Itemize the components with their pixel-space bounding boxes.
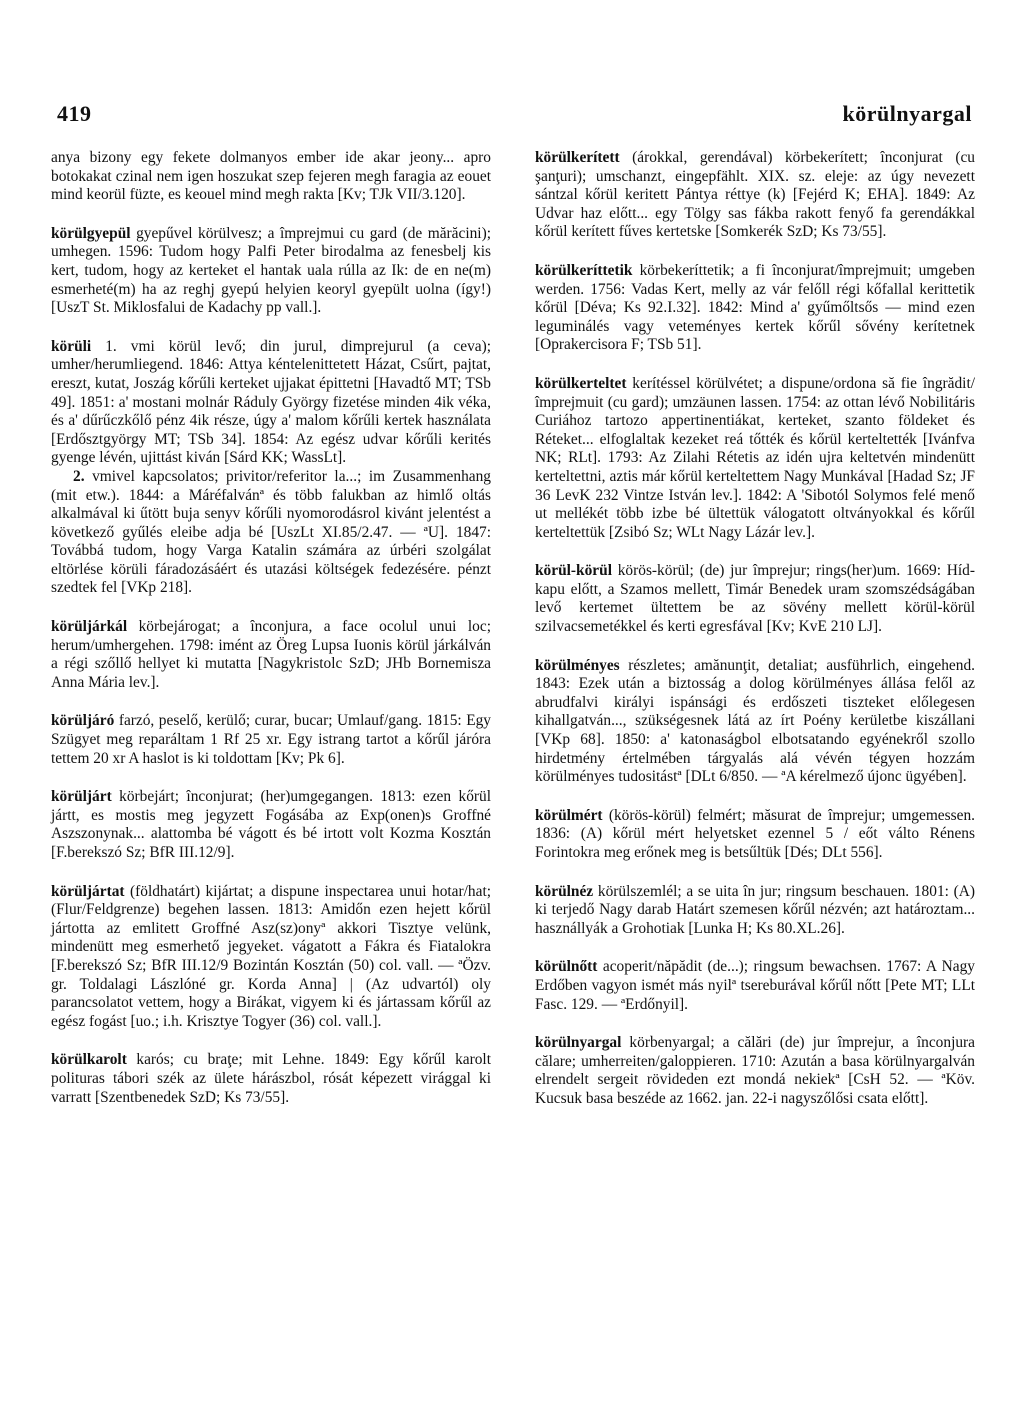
entry-body: körbejárt; înconjurat; (her)umgegangen. 1813: ezen kőrül jártt, es mostis meg jegyzett Fogásába az Exp(onen)s Groffné Aszszonynak... alattomba bé vágott és bé irtott volt Kozma Kosztán [F.berekszó Sz; BfR III.12/9]. [51, 788, 491, 861]
entry-headword: körüljáró [51, 712, 115, 730]
dictionary-entry [51, 1051, 491, 1107]
dictionary-entry [535, 657, 975, 787]
entry-body: (földhatárt) kijártat; a dispune inspectarea unui hotar/hat; (Flur/Feldgrenze) begehen lassen. 1813: Amidőn ezen hejett kőrül jártotta az emlitett Groffné Asz(sz)onyª akkori Tisztye velünk, mindenütt meg esmerhető jegyeket. vágatott a Fákra és Fiatalokra [F.berekszó Sz; BfR III.12/9 Bozintán Kosztán (50) col. vall. — ªÖzv. gr. Toldalagi Lászlóné gr. Korda Anna] | (Az udvartól) oly parancsolatot vettem, hogy a Birákat, vigyem ki és jártassam kőrűl az egész fogást [uo.; i.h. Krisztye Togyer (36) col. vall.]. [51, 882, 491, 1030]
dictionary-entry [535, 562, 975, 636]
entry-body: körös-körül; (de) jur împrejur; rings(her)um. 1669: Híd-kapu előtt, a Szamos mellett, Timár Benedek uram szomszédságában levő kertemet ültettem be az sövény mellett körül-körül szilvacsemetékkel és kerti egresfával [Kv; KvE 210 LJ]. [535, 562, 975, 636]
entry-body: körülszemlél; a se uita în jur; ringsum beschauen. 1801: (A) ki terjedő Nagy darab Határt szemesen kőrűl nézvén; azt határoztam... használlyák a Grohotiak [Lunka H; Ks 80.XL.26]. [535, 882, 975, 937]
dictionary-entry [51, 712, 491, 768]
left-column [51, 149, 491, 1127]
dictionary-entry [51, 225, 491, 318]
dictionary-entry [535, 262, 975, 355]
dictionary-entry [535, 883, 975, 939]
entry-headword: körülkerteltet [535, 374, 627, 392]
entry-body: karós; cu braţe; mit Lehne. 1849: Egy kőrűl karolt polituras tábori szék az ülete hárászbol, rósát képezett virággal ki varratt [Szentbenedek SzD; Ks 73/55]. [51, 1051, 491, 1106]
entry-headword: körülgyepül [51, 224, 131, 242]
sense-body: vmivel kapcsolatos; privitor/referitor la...; im Zusammenhang (mit etw.). 1844: a Máréfalvánª és több falukban az himlő oltás alkalmával ki űtött buja senyv kőrűli nyomorodásrol kivánt jelentést a következő gyűlés eleibe adja bé [UszLt XI.85/2.47. — ªU]. 1847: Továbbá tudom, hogy Varga Katalin számára az úrbéri szolgálat eltörlése körüli fáradozásáért és utazási költségek fedezésére. pénzt szedtek fel [VKp 218]. [51, 467, 491, 597]
entry-body: kerítéssel körülvétet; a dispune/ordona să fie îngrădit/împrejmuit (cu gard); umzäunen lassen. 1754: az ottan lévő Nobilitáris Curiához tartozo appertinentiákat, kerteket, szanto földeket és Réteket... elfoglaltak kezeket reá tőtték és kőrül kerteltették [Ivánfva NK; RLt]. 1793: Az Zilahi Rétetis az idén ujra keltetvén mindenütt kerteltettni, aztis már kőrül kerteltettem Nagy Munkával [Hadad Sz; JF 36 LevK 232 Vintze István lev.]. 1842: A 'Sibotól Solymos felé menő ut mellékét több izbe bé ültettük válogatott oltványokkal és kőrűl kerteltettük [Zsibó Sz; WLt Nagy Lázár lev.]. [535, 374, 975, 541]
entry-body: (körös-körül) felmért; măsurat de împrejur; umgemessen. 1836: (A) kőrül mért helyetsket ezennel 5 / eőt válto Rénens Forintokra meg erőnek meg is betsűltük [Dés; DLt 556]. [535, 806, 975, 861]
page-number: 419 [57, 101, 92, 126]
entry-headword: körüljártat [51, 882, 125, 900]
entry-headword: körüli [51, 337, 92, 355]
entry-body: (árokkal, gerendával) körbekerített; înconjurat (cu şanţuri); umschanzt, eingepfählt. XIX. sz. eleje: az úgy nevezett sántzal kőrül keritett Pántya réttye (k) [Fejérd K; EHA]. 1849: Az Udvar haz előtt... egy Tölgy sas fákba rakott fenyő fa gerendákkal kőrül kerített fűves kertetske [Somkerék SzD; Ks 73/55]. [535, 149, 975, 241]
dictionary-entry [535, 375, 975, 542]
entry-body: részletes; amănunţit, detaliat; ausführlich, eingehend. 1843: Ezek után a biztosság a dolog körülményes állása felől az abrudfalvi királyi ispánsági és erdőszeti tiszteket előlegesen kihallgatván..., szükségesnek látá az írt Poény kerületbe kiszállani [VKp 68]. 1850: a' katonaságbol elbotsatando egyénekről szollo hirdetmény értelmében tárgyalás alá vévén tégyen hozzám körülményes tudositástª [DLt 6/850. — ªA kérelmező újonc ügyében]. [535, 656, 975, 786]
dictionary-entry [535, 149, 975, 242]
entry-sense-2 [51, 468, 491, 598]
entry-body: farzó, peselő, kerülő; curar, bucar; Umlauf/gang. 1815: Egy Szügyet meg reparáltam 1 Rf 25 xr. Egy istrang tartot a kőrűl járóra tettem 20 xr A haslot is ki toldottam [Kv; Pk 6]. [51, 712, 491, 767]
entry-headword: körülnőtt [535, 958, 598, 976]
entry-body: körbekeríttetik; a fi înconjurat/împrejmuit; umgeben werden. 1756: Vadas Kert, melly az vár felőll régi kőfallal kerittetik kőrül [Déva; Ks 92.I.32]. 1842: Mind a' gyűmőltsős — mind ezen leguminálés vagy veteményes kertek kőrűl sővény kerítetnek [Oprakercisora F; TSb 51]. [535, 261, 975, 354]
entry-body: anya bizony egy fekete dolmanyos ember ide akar jeony... apro botokakat czinal nem igen hoszukat szep fejeren megh faragia az eouet mind keorül füzte, es keouel mind megh rakta [Kv; TJk VII/3.120]. [51, 149, 491, 204]
entry-headword: körülkarolt [51, 1051, 127, 1069]
entry-headword: körüljárkál [51, 618, 128, 636]
entry-headword: körülkerített [535, 149, 620, 166]
running-head: körülnyargal [842, 101, 972, 126]
dictionary-entry [51, 883, 491, 1032]
dictionary-entry-continued [51, 149, 491, 205]
dictionary-entry [535, 1034, 975, 1108]
dictionary-entry [51, 618, 491, 692]
entry-headword: körülnyargal [535, 1034, 622, 1052]
dictionary-entry [535, 807, 975, 863]
dictionary-entry [535, 958, 975, 1014]
entry-body: körbenyargal; a călări (de) jur împrejur, a înconjura călare; umherreiten/galoppieren. 1710: Azután a basa körülnyargalván elrendelt sergeit rövideden ezt mondá nekiekª [CsH 52. — ªKöv. Kucsuk basa beszéde az 1662. jan. 22-i nagyszőlősi csata előtt]. [535, 1034, 975, 1107]
entry-headword: körülmért [535, 806, 603, 824]
entry-headword: körülkeríttetik [535, 261, 633, 279]
entry-headword: körülményes [535, 656, 620, 674]
right-column [535, 149, 975, 1129]
entry-body: 1. vmi körül levő; din jurul, dimprejurul (a ceva); umher/herumliegend. 1846: Attya kéntelenittetett Házat, Csűrt, pajtat, ereszt, kutat, Joszág kőrűli kerteket ujjakat épittetni [Havadtő MT; TSb 49]. 1851: a' mostani molnár Ráduly György fizetése minden 4ik véka, és a' dűrűczkőlő pénz 4ik része, úgy a' malom kőrűli kertek használata [Erdősztgyörgy MT; TSb 34]. 1854: Az egész udvar kőrűli kerités gyenge lévén, ujittást kiván [Sárd KK; WassLt]. [51, 337, 491, 467]
dictionary-entry [51, 788, 491, 862]
entry-headword: körül-körül [535, 562, 612, 580]
entry-body: körbejárogat; a înconjura, a face ocolul unui loc; herum/umhergehen. 1798: imént az Öreg Lupsa Iuonis körül járkálván a régi szőllő hellyet ki mutatta [Nagykristolc SzD; JHb Bornemisza Anna Mária lev.]. [51, 618, 491, 691]
entry-headword: körülnéz [535, 882, 594, 900]
entry-headword: körüljárt [51, 788, 112, 806]
entry-body: acoperit/năpădit (de...); ringsum bewachsen. 1767: A Nagy Erdőben vagyon ismét más nyilª tsereburával kőrűl nőtt [Pete MT; LLt Fasc. 129. — ªErdőnyil]. [535, 958, 975, 1013]
dictionary-entry [51, 338, 491, 598]
sense-number: 2. [73, 467, 85, 485]
entry-body: gyepűvel körülvesz; a împrejmui cu gard (de mărăcini); umhegen. 1596: Tudom hogy Palfi Peter birodalma az fenesbelj kis kert, tudom, hogy az kerteket el hantak uala rúlla az Ik: de en ne(m) esmerheté(m) ha az reghj gyepú helyien keoryl gyepült uolna (így!) [UszT St. Miklosfalui de Kadachy pp vall.]. [51, 224, 491, 317]
